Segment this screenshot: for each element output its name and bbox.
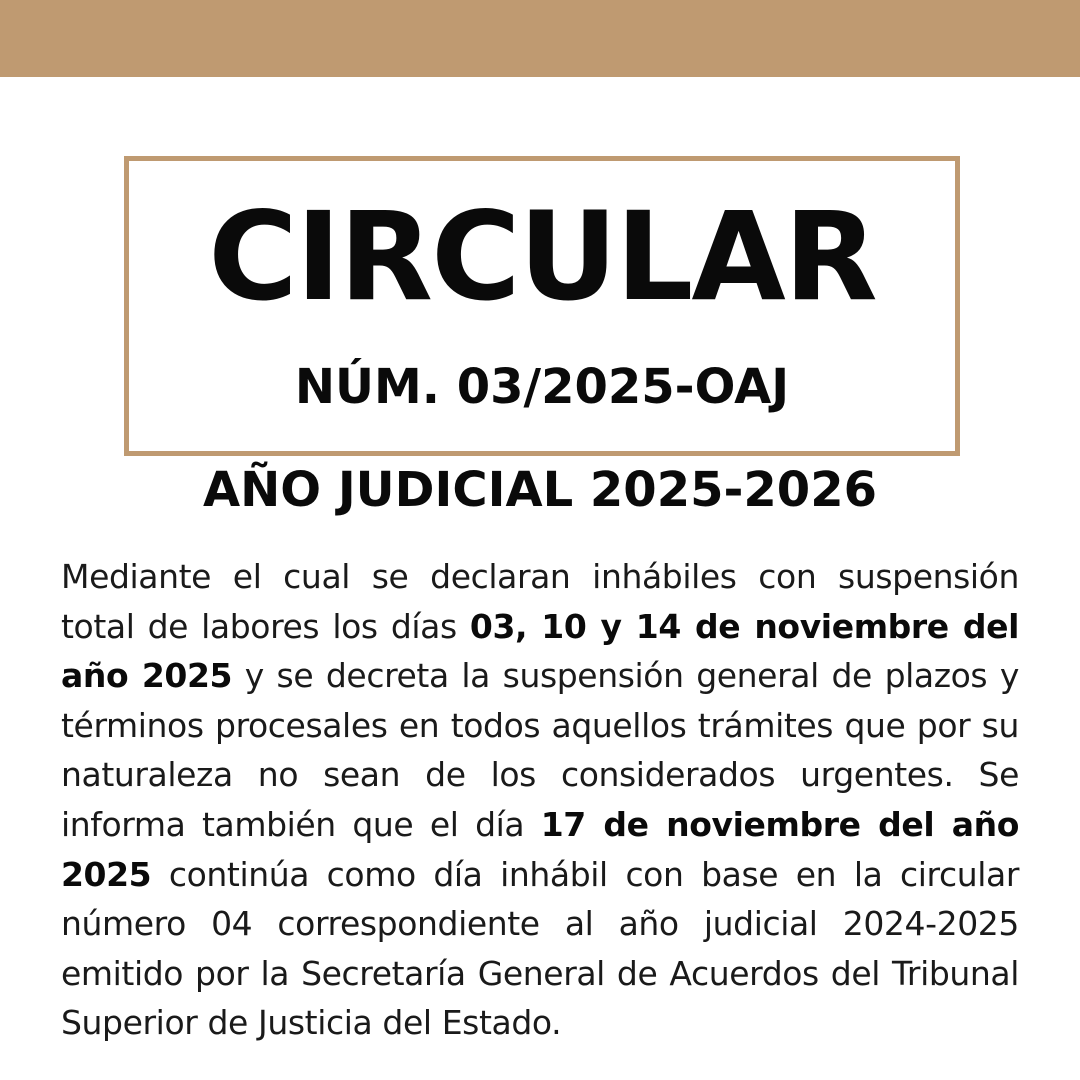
body-bold-dates-1: 03, 10 y 14 de noviembre del año 2025 <box>61 606 1019 696</box>
judicial-year-heading: AÑO JUDICIAL 2025-2026 <box>202 462 877 518</box>
body-text-part-1: Mediante el cual se declaran inhábiles con suspensión total de labores los días <box>61 557 1019 646</box>
title-frame <box>124 156 960 456</box>
top-accent-band <box>0 0 1080 77</box>
body-text-part-2: y se decreta la suspensión general de plazos y términos procesales en todos aquellos trámites que por su naturaleza no sean de los considerados urgentes. Se informa también que el día <box>61 656 1019 844</box>
body-text-part-3: continúa como día inhábil con base en la circular número 04 correspondiente al año judicial 2024-2025 emitido por la Secretaría General de Acuerdos del Tribunal Superior de Justicia del Estado. <box>61 854 1019 1043</box>
circular-number: NÚM. 03/2025-OAJ <box>294 359 790 415</box>
circular-body-paragraph <box>61 552 1019 1048</box>
body-bold-date-2: 17 de noviembre del año 2025 <box>61 804 1019 894</box>
document-title: CIRCULAR <box>208 186 876 328</box>
